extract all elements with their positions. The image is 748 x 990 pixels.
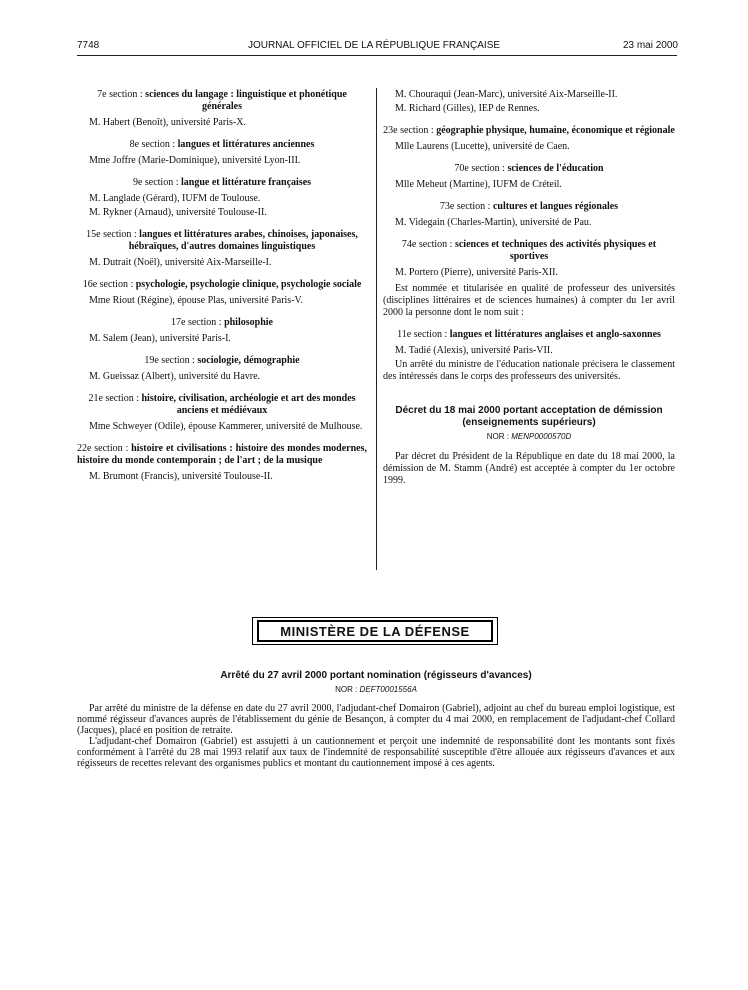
left-column [77, 89, 367, 485]
section-heading: 9e section : langue et littérature françaises [132, 177, 312, 188]
section-heading: 73e section : cultures et langues régionales [439, 201, 619, 212]
appointee: Mlle Laurens (Lucette), université de Caen. [395, 141, 570, 152]
arrete-paragraph: L'adjudant-chef Domairon (Gabriel) est assujetti à un cautionnement et perçoit une indemnité de responsabilité dont les montants sont fixés conformément à l'arrêté du 28 mai 1993 relatif aux taux de l'indemnité de responsabilité susceptible d'être allouée aux régisseurs d'avances et aux régisseurs de recettes relevant des organismes publics et montant du cautionnement imposé à ces agents. [77, 736, 675, 769]
titularisation-paragraph: Est nommée et titularisée en qualité de professeur des universités (disciplines littéraires et de sciences humaines) à compter du 1er avril 2000 la personne dont le nom suit : [383, 283, 675, 318]
section-heading: 22e section : histoire et civilisations : histoire des mondes modernes, histoire du monde contemporain ; de l'art ; de la musique [77, 443, 367, 466]
decret-title: Décret du 18 mai 2000 portant acceptation de démission (enseignements supérieurs) [395, 405, 663, 428]
appointee: Mlle Meheut (Martine), IUFM de Créteil. [395, 179, 562, 190]
section-heading: 16e section : psychologie, psychologie clinique, psychologie sociale [82, 279, 362, 290]
appointee: M. Dutrait (Noël), université Aix-Marseille-I. [89, 257, 272, 268]
appointee: Mme Schweyer (Odile), épouse Kammerer, université de Mulhouse. [89, 421, 363, 432]
arrete-defense [77, 670, 675, 769]
appointee: Mme Joffre (Marie-Dominique), université Lyon-III. [89, 155, 301, 166]
appointee: M. Rykner (Arnaud), université Toulouse-II. [89, 207, 267, 218]
decret-nor-code: MENP0000570D [511, 432, 572, 441]
appointee: M. Portero (Pierre), université Paris-XII. [395, 267, 559, 278]
section-heading: 15e section : langues et littératures arabes, chinoises, japonaises, hébraïques, d'autres domaines linguistiques [86, 229, 358, 252]
section-heading: 11e section : langues et littératures anglaises et anglo-saxonnes [397, 329, 661, 340]
appointee: M. Richard (Gilles), IEP de Rennes. [395, 103, 540, 114]
appointee: M. Brumont (Francis), université Toulouse-II. [89, 471, 273, 482]
arrete-nor: NOR : DEFT0001556A [335, 685, 417, 694]
arrete-title: Arrêté du 27 avril 2000 portant nomination (régisseurs d'avances) [220, 670, 532, 681]
appointee: M. Gueissaz (Albert), université du Havre. [89, 371, 261, 382]
right-column [383, 89, 675, 487]
section-heading: 8e section : langues et littératures anciennes [129, 139, 315, 150]
arrete-paragraph: Un arrêté du ministre de l'éducation nationale précisera le classement des intéressés dans le corps des professeurs des universités. [383, 359, 675, 382]
decret-nor: NOR : MENP0000570D [486, 432, 572, 441]
section-heading: 70e section : sciences de l'éducation [454, 163, 604, 174]
section-heading: 74e section : sciences et techniques des activités physiques et sportives [401, 239, 657, 262]
issue-date: 23 mai 2000 [622, 40, 678, 51]
appointee: M. Chouraqui (Jean-Marc), université Aix-Marseille-II. [395, 89, 618, 100]
decret-body: Par décret du Président de la République en date du 18 mai 2000, la démission de M. Stamm (André) est acceptée à compter du 1er octobre 1999. [383, 451, 675, 486]
page-number: 7748 [77, 40, 100, 51]
header-rule [77, 55, 677, 56]
appointee: M. Tadié (Alexis), université Paris-VII. [395, 345, 553, 356]
section-heading: 21e section : histoire, civilisation, archéologie et art des mondes anciens et médiévaux [88, 393, 356, 416]
appointee: M. Habert (Benoît), université Paris-X. [89, 117, 246, 128]
section-heading: 19e section : sociologie, démographie [144, 355, 300, 366]
journal-title: JOURNAL OFFICIEL DE LA RÉPUBLIQUE FRANÇAISE [247, 40, 501, 51]
ministry-heading-box [252, 617, 498, 645]
appointee: M. Salem (Jean), université Paris-I. [89, 333, 231, 344]
ministry-heading: MINISTÈRE DE LA DÉFENSE [257, 620, 493, 642]
column-divider [376, 88, 377, 570]
arrete-nor-code: DEFT0001556A [359, 685, 417, 694]
appointee: M. Langlade (Gérard), IUFM de Toulouse. [89, 193, 261, 204]
appointee: Mme Riout (Régine), épouse Plas, université Paris-V. [89, 295, 303, 306]
appointee: M. Videgain (Charles-Martin), université de Pau. [395, 217, 592, 228]
section-heading: 7e section : sciences du langage : linguistique et phonétique générales [97, 89, 347, 112]
section-heading: 23e section : géographie physique, humaine, économique et régionale [383, 125, 675, 136]
section-heading: 17e section : philosophie [171, 317, 273, 328]
arrete-paragraph: Par arrêté du ministre de la défense en date du 27 avril 2000, l'adjudant-chef Domairon (Gabriel), adjoint au chef du bureau emploi logistique, est nommé régisseur d'avances auprès de l'établissement du génie de Besançon, à compter du 4 mai 2000, en remplacement de l'adjudant-chef Collard (Jacques), placé en position de retraite. [77, 703, 675, 736]
